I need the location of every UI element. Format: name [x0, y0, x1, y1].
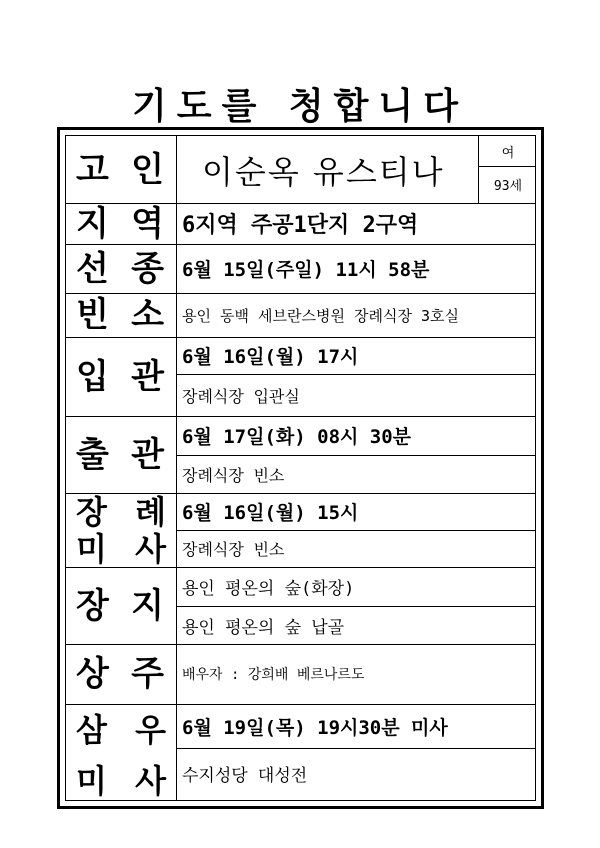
- deceased-gender: 여: [501, 145, 515, 161]
- chief-mourner-value: 배우자 : 강희배 베르나르도: [182, 667, 365, 683]
- label-char: 사: [135, 529, 166, 568]
- label-chief-mourner: [76, 644, 164, 704]
- label-burial: [76, 567, 164, 644]
- label-char: 종: [131, 248, 164, 289]
- label-char: 입: [76, 356, 109, 397]
- label-region: [76, 203, 164, 244]
- funeral-mass-place: 장례식장 빈소: [182, 540, 285, 559]
- label-char: 미: [76, 529, 107, 568]
- label-char: 출: [76, 434, 109, 475]
- death-value: 6월 15일(주일) 11시 58분: [182, 259, 430, 281]
- page-title: 기도를 청합니다: [132, 86, 468, 127]
- label-char: 미: [76, 762, 107, 801]
- label-encoffining: [76, 337, 164, 416]
- label-char: 삼: [76, 710, 107, 749]
- label-char: 우: [135, 710, 166, 749]
- deceased-name: 이순옥 유스티나: [202, 152, 445, 191]
- label-departure: [76, 416, 164, 493]
- third-day-mass-time: 6월 19일(목) 19시30분 미사: [182, 716, 448, 739]
- label-char: 장: [76, 492, 107, 531]
- burial-line2: 용인 평온의 숲 납골: [182, 617, 345, 638]
- label-char: 지: [76, 203, 109, 244]
- label-third-day-mass: [76, 704, 166, 807]
- inner-frame: [65, 135, 536, 801]
- label-char: 례: [135, 492, 166, 531]
- third-day-mass-place: 수지성당 대성전: [182, 765, 308, 786]
- label-deceased: [76, 136, 164, 203]
- obituary-table: [57, 127, 544, 809]
- label-funeral-home: [76, 293, 164, 337]
- encoffining-time: 6월 16일(월) 17시: [182, 346, 359, 368]
- burial-line1: 용인 평온의 숲(화장): [182, 579, 355, 599]
- funeral-home-value: 용인 동백 세브란스병원 장례식장 3호실: [182, 306, 459, 325]
- label-char: 고: [76, 149, 109, 190]
- label-char: 선: [76, 248, 109, 289]
- encoffining-place: 장례식장 입관실: [182, 386, 300, 406]
- label-char: 지: [131, 585, 164, 626]
- label-death: [76, 244, 164, 293]
- label-char: 관: [131, 434, 164, 475]
- label-char: 소: [131, 295, 164, 335]
- departure-place: 장례식장 빈소: [182, 465, 285, 485]
- label-char: 인: [131, 149, 164, 190]
- label-char: 빈: [76, 295, 109, 335]
- label-char: 상: [76, 654, 109, 694]
- label-char: 주: [131, 654, 164, 694]
- deceased-age: 93세: [493, 179, 523, 194]
- label-char: 역: [131, 203, 164, 244]
- label-char: 장: [76, 585, 109, 626]
- label-char: 사: [135, 762, 166, 801]
- label-funeral-mass: [76, 493, 166, 567]
- label-char: 관: [131, 356, 164, 397]
- label-column-divider: [176, 136, 177, 800]
- departure-time: 6월 17일(화) 08시 30분: [182, 426, 412, 448]
- region-value: 6지역 주공1단지 2구역: [182, 213, 419, 238]
- funeral-mass-time: 6월 16일(월) 15시: [182, 502, 359, 524]
